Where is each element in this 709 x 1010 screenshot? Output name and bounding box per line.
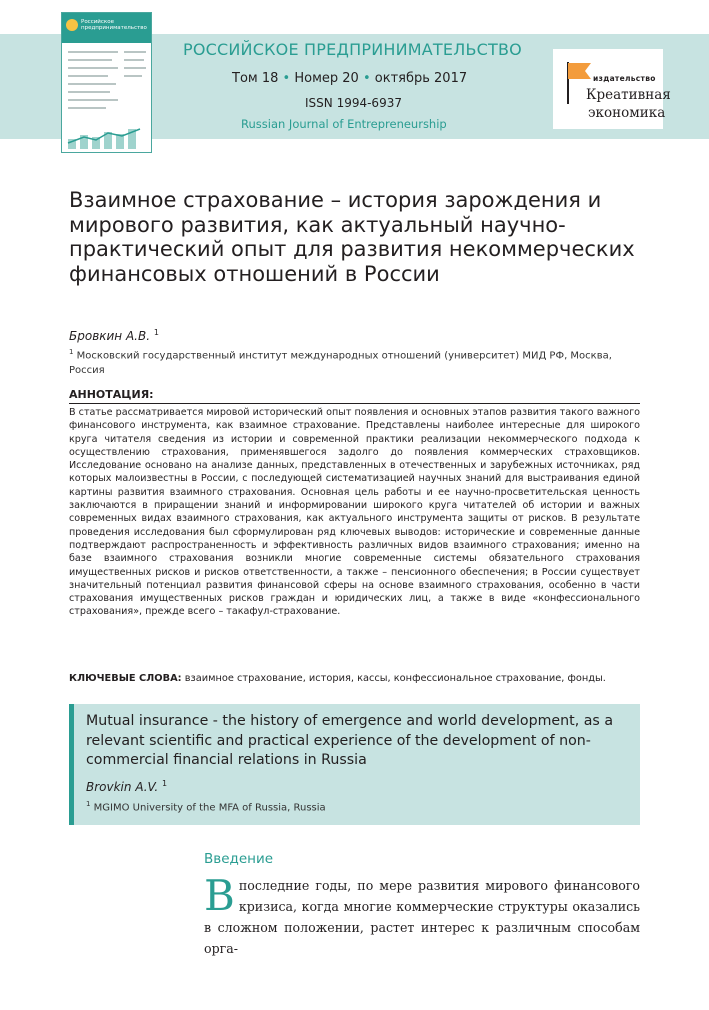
english-affiliation <box>86 800 326 813</box>
cover-text-line <box>68 99 118 101</box>
cover-text-line <box>68 91 110 93</box>
journal-name: РОССИЙСКОЕ ПРЕДПРИНИМАТЕЛЬСТВО <box>183 40 522 59</box>
publisher-name <box>586 86 671 122</box>
cover-text-line <box>68 83 116 85</box>
drop-cap: В <box>204 871 235 920</box>
abstract-divider <box>69 403 640 404</box>
keywords-label: КЛЮЧЕВЫЕ СЛОВА: <box>69 673 182 684</box>
publisher-name-line2: экономика <box>588 105 666 121</box>
cover-text-line <box>68 107 106 109</box>
journal-issue-line <box>232 71 467 86</box>
bullet-separator: • <box>362 71 371 86</box>
author-footnote-mark: 1 <box>153 328 159 337</box>
cover-text-line <box>68 67 118 69</box>
publisher-name-line1: Креативная <box>586 87 671 103</box>
journal-date: октябрь 2017 <box>374 71 468 86</box>
journal-volume: Том 18 <box>232 71 279 86</box>
section-heading-introduction: Введение <box>204 851 274 867</box>
author-affiliation <box>69 345 629 378</box>
english-affiliation-text: MGIMO University of the MFA of Russia, Russia <box>93 802 326 814</box>
publisher-logo <box>553 49 671 129</box>
journal-cover-thumbnail <box>61 12 152 153</box>
english-author <box>86 779 167 794</box>
bullet-separator: • <box>282 71 291 86</box>
journal-number: Номер 20 <box>294 71 359 86</box>
introduction-text: последние годы, по мере развития мирового финансового кризиса, когда многие коммерческие структуры оказались в сложном положении, растет интерес к различным способам орга- <box>204 878 640 956</box>
english-title: Mutual insurance - the history of emergence and world development, as a relevant scientific and practical experience of the development of non-commercial financial relations in Russia <box>86 713 614 768</box>
abstract-text: В статье рассматривается мировой исторический опыт появления и основных этапов развития такого важного финансового инструмента, как взаимное страхование. Представлены наиболее интересные для широкого круга читателя сведения из истории и современной практики реализации некоммерческого подхода к осуществлению страхования, применявшегося задолго до появления коммерческих страховщиков. Исследование основано на анализе данных, представленных в отечественных и зарубежных источниках, ряд которых малоизвестны в России, с последующей систематизацией научных знаний для выстраивания единой картины развития взаимного страхования. Основная цель работы и ее научно-просветительская ценность заключаются в приращении знаний и информировании широкого круга читателей об истории и важных современных видах взаимного страхования, как актуального инструмента защиты от рисков. В результате проведения исследования был сформулирован ряд ключевых выводов: исторические и современные данные подтверждают распространенность и эффективность различных видов взаимного страхования; именно на базе взаимного страхования возникли многие современные системы обязательного страхования имущественных рисков и рисков ответственности, а также – пенсионного обеспечения; в России существует значительный потенциал развития финансовой сферы на основе взаимного страхования, особенно в части страхования имущественных рисков граждан и юридических лиц, а также в виде «конфессионального страхования», прежде всего – такафул-страхование. <box>69 407 640 618</box>
author-name <box>69 328 159 343</box>
journal-name-en: Russian Journal of Entrepreneurship <box>241 117 447 131</box>
cover-text-line <box>68 75 108 77</box>
cover-logo-icon <box>66 19 78 31</box>
cover-text-line <box>68 59 112 61</box>
publisher-label: издательство <box>593 74 656 83</box>
cover-title: Российское предпринимательство <box>81 19 147 31</box>
keywords <box>69 673 649 684</box>
author-name-text: Бровкин А.В. <box>69 329 151 343</box>
affiliation-mark: 1 <box>69 348 74 356</box>
english-author-footnote-mark: 1 <box>162 779 168 788</box>
english-affiliation-mark: 1 <box>86 800 91 808</box>
english-summary-box <box>69 704 640 825</box>
keywords-text: взаимное страхование, история, кассы, конфессиональное страхование, фонды. <box>184 673 606 684</box>
cover-top-strip <box>62 13 151 43</box>
cover-text-line <box>124 51 146 53</box>
cover-text-line <box>124 59 144 61</box>
introduction-paragraph <box>204 871 640 959</box>
journal-issn: ISSN 1994-6937 <box>305 96 402 110</box>
cover-text-line <box>124 67 146 69</box>
cover-text-line <box>124 75 142 77</box>
cover-chart-icon <box>66 127 148 149</box>
article-title: Взаимное страхование – история зарождения и мирового развития, как актуальный научно-практический опыт для развития некоммерческих финансовых отношений в России <box>69 188 635 286</box>
cover-text-line <box>68 51 118 53</box>
english-author-text: Brovkin A.V. <box>86 780 159 794</box>
abstract-heading: АННОТАЦИЯ: <box>69 388 154 401</box>
affiliation-text: Московский государственный институт международных отношений (университет) МИД РФ, Москва, Россия <box>69 350 612 376</box>
